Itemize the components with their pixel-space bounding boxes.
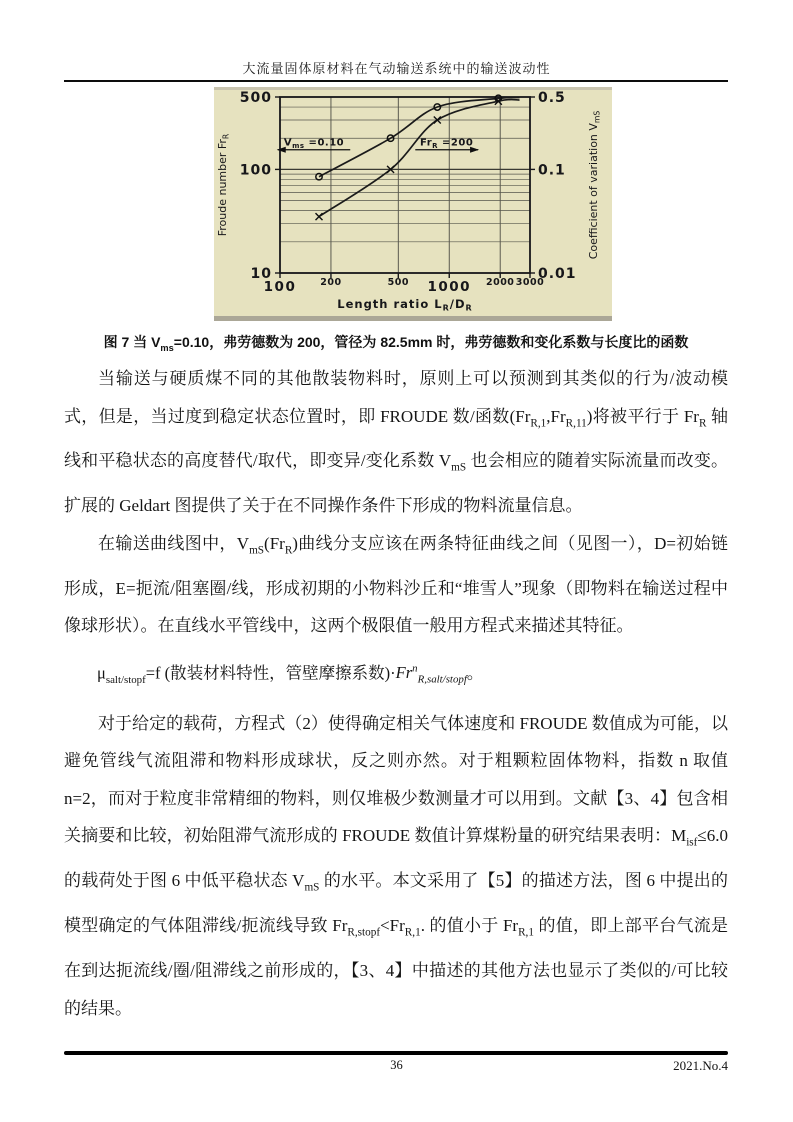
svg-text:200: 200 (320, 277, 342, 288)
footer-rule (64, 1051, 728, 1055)
issue-label: 2021.No.4 (673, 1058, 728, 1073)
figure-7 (214, 87, 612, 321)
figure-caption: 图 7 当 $V_{ms}=0.10$，弗劳德数为 200，管径为 82.5mm 时，弗劳德数和变化系数与长度比的函数 (103, 334, 689, 353)
equation-1: $\mu_{salt/stopf}=f$ (散装材料特性，管壁摩擦系数)$\cdot Fr^n_{R,salt/stopf}$。 (97, 662, 484, 686)
svg-text:100: 100 (239, 162, 272, 179)
figure-scan-edge-top (214, 87, 612, 90)
svg-text:3000: 3000 (515, 277, 545, 288)
svg-text:0.1: 0.1 (538, 162, 566, 179)
header-rule (64, 80, 728, 82)
svg-text:2000: 2000 (485, 277, 515, 288)
svg-text:500: 500 (387, 277, 409, 288)
paragraph-1: 当输送与硬质煤不同的其他散装物料时，原则上可以预测到其类似的行为/波动模式，但是，当过度到稳定状态位置时，即 FROUDE 数/函数$(Fr_{R,1},Fr_{R,11})$将被平行于 $Fr_R$ 轴线和平稳状态的高度替代/取代，即变异/变化系数 $V_{mS}$ 也会相应的随着实际流量而改变。扩展的 Geldart 图提供了关于在不同操作条件下形成的物料流量信息。 (64, 369, 728, 516)
svg-text:Coefficient of variation VmS: Coefficient of variation $V_{mS}$ (587, 110, 602, 260)
svg-text:Froude number FrR: Froude number $Fr_R$ (216, 133, 231, 237)
svg-text:100: 100 (263, 279, 297, 295)
article-body (64, 360, 728, 1027)
svg-text:10: 10 (250, 266, 272, 282)
paragraph-2: 在输送曲线图中，$V_{mS}(Fr_R)$曲线分支应该在两条特征曲线之间（见图一），D=初始链形成，E=扼流/阻塞圈/线，形成初期的小物料沙丘和“堆雪人”现象（即物料在输送过程中像球形状）。在直线水平管线中，这两个极限值一般用方程式来描述其特征。 (64, 533, 728, 636)
svg-text:500: 500 (239, 90, 272, 106)
figure-chart (214, 87, 612, 321)
svg-text:FrR =200: $Fr_R =200$ (420, 137, 474, 151)
figure-scan-edge-bottom (214, 316, 612, 321)
svg-text:0.01: 0.01 (538, 266, 577, 282)
svg-text:1000: 1000 (427, 279, 472, 295)
chart-grid (280, 97, 530, 273)
svg-text:0.5: 0.5 (538, 90, 566, 106)
svg-text:Vms =0.10: $V_{ms} =0.10$ (283, 137, 345, 151)
chart-frame (280, 97, 530, 273)
page-number: 36 (390, 1058, 403, 1072)
chart-series (316, 95, 520, 220)
page-title: 大流量固体原材料在气动输送系统中的输送波动性 (242, 61, 551, 76)
svg-text:Length ratio LR/DR: Length ratio $L_R/D_R$ (337, 297, 473, 313)
paragraph-3: 对于给定的载荷，方程式（2）使得确定相关气体速度和 FROUDE 数值成为可能，以避免管线气流阻滞和物料形成球状，反之则亦然。对于粗颗粒固体物料，指数 n 取值 n=2，而对于粒度非常精细的物料，则仅堆极少数测量才可以用到。文献【3、4】包含相关摘要和比较，初始阻滞气流形成的 FROUDE 数值计算煤粉量的研究结果表明：$M_{isf}\le 6.0$ 的载荷处于图 6 中低平稳状态 $V_{mS}$ 的水平。本文采用了【5】的描述方法，图 6 中提出的模型确定的气体阻滞线/扼流线导致 $Fr_{R,stopf}<Fr_{R,1}$. 的值小于 $Fr_{R,1}$ 的值，即上部平台气流是在到达扼流线/圈/阻滞线之前形成的，【3、4】中描述的其他方法也显示了类似的/可比较的结果。 (64, 713, 728, 1018)
